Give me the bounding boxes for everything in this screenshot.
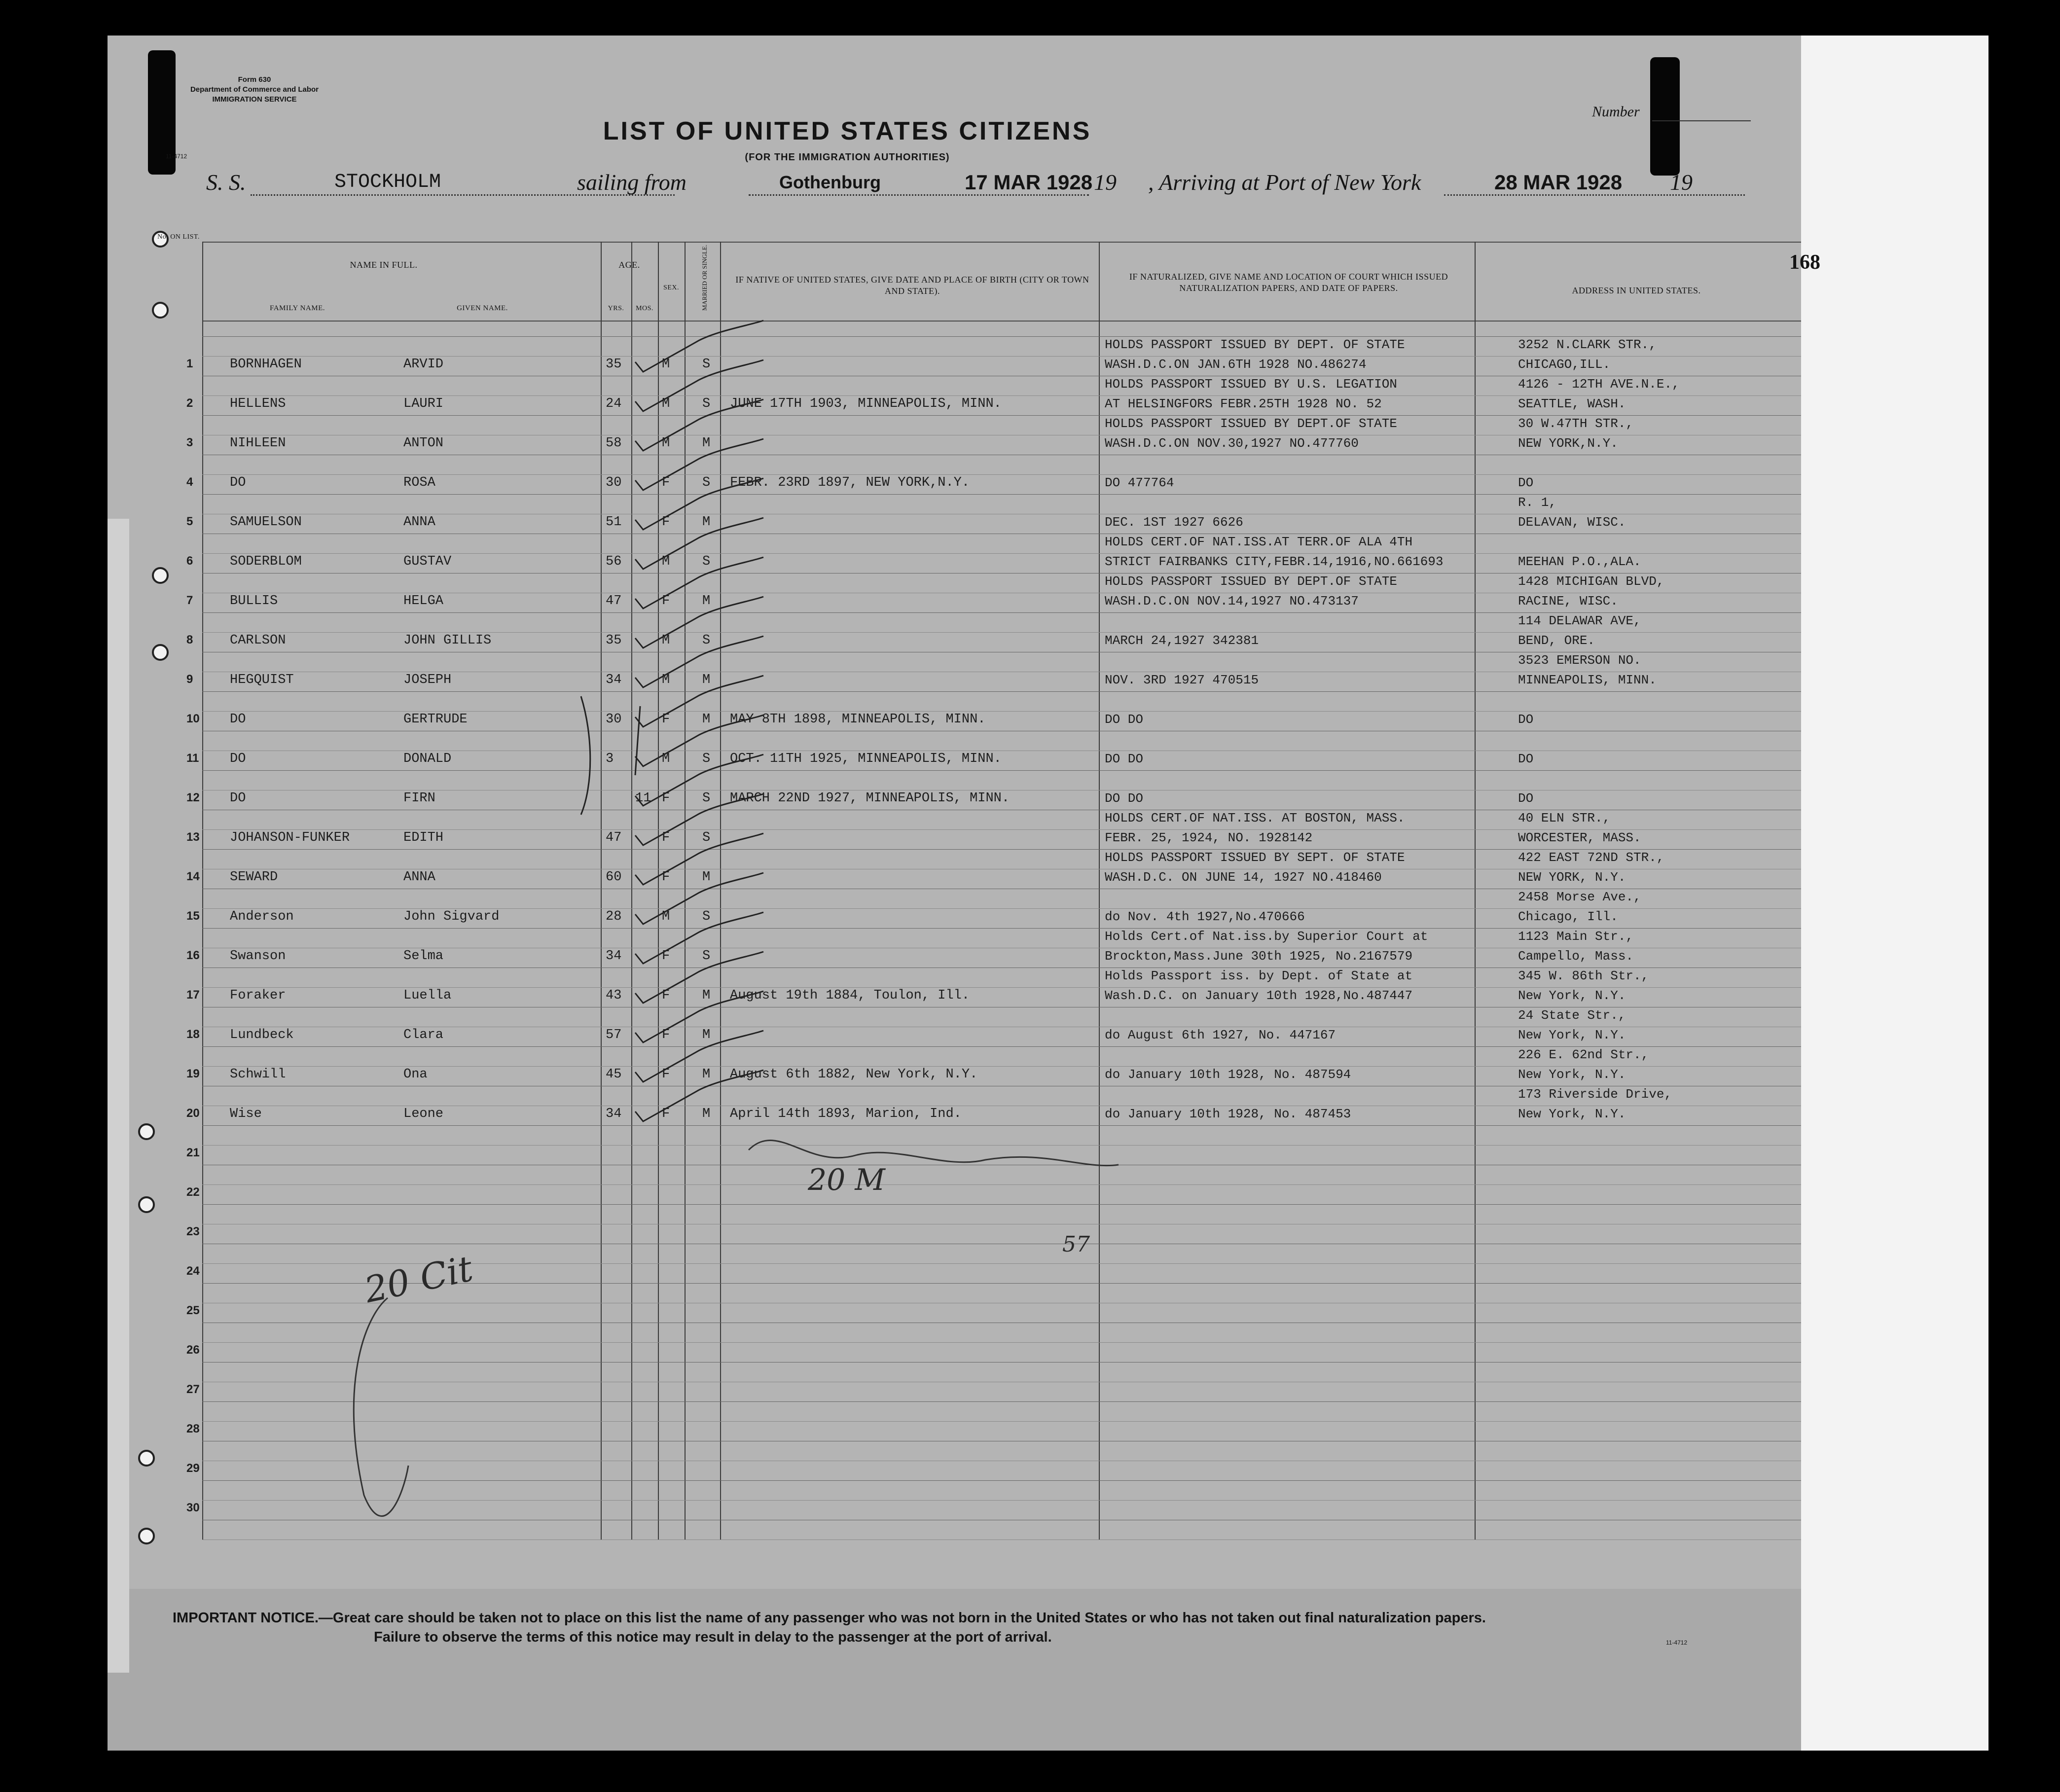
birth-info: April 14th 1893, Marion, Ind. — [730, 1107, 962, 1121]
naturalization-line-1: HOLDS CERT.OF NAT.ISS.AT TERR.OF ALA 4TH — [1105, 535, 1413, 549]
header-no-on-list: No. ON LIST. — [157, 233, 200, 241]
birth-info: MARCH 22ND 1927, MINNEAPOLIS, MINN. — [730, 791, 1010, 806]
family-name: SODERBLOM — [230, 554, 302, 569]
back-page — [1801, 36, 1988, 1751]
check-mark — [635, 360, 763, 411]
family-name: HELLENS — [230, 396, 286, 411]
naturalization-line-1: HOLDS CERT.OF NAT.ISS. AT BOSTON, MASS. — [1105, 811, 1405, 825]
birth-info: August 6th 1882, New York, N.Y. — [730, 1067, 978, 1082]
marital-status: M — [702, 870, 711, 885]
row-number: 16 — [186, 949, 200, 962]
given-name: Clara — [403, 1028, 444, 1042]
birth-info: OCT. 11TH 1925, MINNEAPOLIS, MINN. — [730, 752, 1002, 766]
row-number: 24 — [186, 1264, 200, 1278]
age-years: 30 — [606, 712, 622, 727]
header-sex: SEX. — [663, 284, 679, 291]
sailing-label: sailing from — [577, 170, 687, 195]
header-name-in-full: NAME IN FULL. — [350, 260, 418, 270]
naturalization-line-2: AT HELSINGFORS FEBR.25TH 1928 NO. 52 — [1105, 396, 1382, 411]
sex: M — [662, 436, 670, 451]
family-name: DO — [230, 475, 246, 490]
sex: F — [662, 712, 670, 727]
family-name: Lundbeck — [230, 1028, 294, 1042]
naturalization-line-2: WASH.D.C.ON NOV.14,1927 NO.473137 — [1105, 594, 1359, 609]
check-mark — [635, 1031, 763, 1082]
row-number: 30 — [186, 1501, 200, 1514]
row-number: 25 — [186, 1304, 200, 1317]
row-number: 26 — [186, 1343, 200, 1357]
row-number: 7 — [186, 594, 193, 607]
manifest-sheet — [108, 36, 1820, 1751]
address-line-1: 422 EAST 72ND STR., — [1518, 850, 1664, 865]
age-years: 35 — [606, 633, 622, 648]
family-name: BORNHAGEN — [230, 357, 302, 372]
row-number: 21 — [186, 1146, 200, 1159]
header-given-name: GIVEN NAME. — [457, 304, 508, 312]
marital-status: M — [702, 594, 711, 609]
naturalization-line-1: HOLDS PASSPORT ISSUED BY U.S. LEGATION — [1105, 377, 1397, 392]
row-number: 9 — [186, 673, 193, 686]
row-number: 3 — [186, 436, 193, 449]
row-number: 17 — [186, 988, 200, 1002]
check-mark — [635, 912, 763, 964]
sex: M — [662, 673, 670, 687]
row-number: 23 — [186, 1225, 200, 1238]
family-name: JOHANSON-FUNKER — [230, 830, 350, 845]
address-line-2: RACINE, WISC. — [1518, 594, 1618, 609]
address-line-2: New York, N.Y. — [1518, 1107, 1626, 1121]
family-name: NIHLEEN — [230, 436, 286, 451]
center-note: 20 M — [808, 1163, 885, 1197]
naturalization-line-1: Holds Cert.of Nat.iss.by Superior Court at — [1105, 929, 1428, 944]
row-number: 4 — [186, 475, 193, 489]
header-age: AGE. — [618, 260, 640, 270]
age-years: 60 — [606, 870, 622, 885]
given-name: Leone — [403, 1107, 444, 1121]
given-name: GERTRUDE — [403, 712, 468, 727]
marital-status: S — [702, 949, 711, 964]
address-line-2: DO — [1518, 475, 1534, 490]
naturalization-line-2: FEBR. 25, 1924, NO. 1928142 — [1105, 830, 1313, 845]
given-name: Luella — [403, 988, 452, 1003]
number-label: Number — [1592, 104, 1640, 120]
address-line-2: New York, N.Y. — [1518, 988, 1626, 1003]
given-name: DONALD — [403, 752, 452, 766]
address-line-1: R. 1, — [1518, 495, 1557, 510]
row-number: 10 — [186, 712, 200, 725]
notice-text-1: —Great care should be taken not to place on this list the name of any passenger who was not born in the United States or who has not taken out final naturalization papers. — [318, 1610, 1486, 1626]
port-from: Gothenburg — [779, 172, 881, 192]
header-native-birth: IF NATIVE OF UNITED STATES, GIVE DATE AND PLACE OF BIRTH (CITY OR TOWN AND STATE). — [735, 275, 1089, 296]
birth-info: August 19th 1884, Toulon, Ill. — [730, 988, 970, 1003]
naturalization-line-2: DO DO — [1105, 752, 1144, 766]
address-line-1: 4126 - 12TH AVE.N.E., — [1518, 377, 1680, 392]
row-number: 28 — [186, 1422, 200, 1435]
family-name: DO — [230, 712, 246, 727]
sex: F — [662, 791, 670, 806]
marital-status: M — [702, 515, 711, 530]
age-years: 45 — [606, 1067, 622, 1082]
page-subtitle: (FOR THE IMMIGRATION AUTHORITIES) — [745, 152, 950, 163]
sex: F — [662, 830, 670, 845]
age-years: 47 — [606, 830, 622, 845]
row-number: 8 — [186, 633, 193, 646]
handwriting-marks — [108, 36, 1801, 1751]
address-line-2: New York, N.Y. — [1518, 1067, 1626, 1082]
naturalization-line-1: Holds Passport iss. by Dept. of State at — [1105, 968, 1413, 983]
margin-bracket — [354, 1298, 408, 1516]
sex: F — [662, 1028, 670, 1042]
naturalization-line-1: HOLDS PASSPORT ISSUED BY DEPT.OF STATE — [1105, 416, 1397, 431]
year-suffix-2: 19 — [1670, 170, 1693, 195]
address-line-2: CHICAGO,ILL. — [1518, 357, 1611, 372]
row-number: 12 — [186, 791, 200, 804]
important-notice — [173, 1607, 1800, 1629]
row-number: 27 — [186, 1383, 200, 1396]
address-line-2: BEND, ORE. — [1518, 633, 1595, 648]
naturalization-line-1: HOLDS PASSPORT ISSUED BY DEPT. OF STATE — [1105, 337, 1405, 352]
family-name: CARLSON — [230, 633, 286, 648]
marital-status: M — [702, 988, 711, 1003]
family-name: Wise — [230, 1107, 262, 1121]
birth-info: FEBR. 23RD 1897, NEW YORK,N.Y. — [730, 475, 970, 490]
given-name: ANNA — [403, 870, 435, 885]
row-number: 5 — [186, 515, 193, 528]
address-line-2: MEEHAN P.O.,ALA. — [1518, 554, 1641, 569]
address-line-2: NEW YORK,N.Y. — [1518, 436, 1618, 451]
pen-stroke — [635, 706, 640, 775]
address-line-1: 3523 EMERSON NO. — [1518, 653, 1641, 668]
notice-label: IMPORTANT NOTICE. — [173, 1610, 319, 1626]
address-line-1: 3252 N.CLARK STR., — [1518, 337, 1657, 352]
marital-status: M — [702, 436, 711, 451]
sex: F — [662, 870, 670, 885]
family-name: DO — [230, 791, 246, 806]
given-name: ROSA — [403, 475, 435, 490]
naturalization-line-2: do August 6th 1927, No. 447167 — [1105, 1028, 1336, 1042]
address-line-1: 114 DELAWAR AVE, — [1518, 613, 1641, 628]
header-mos: MOS. — [636, 305, 653, 312]
address-line-1: 2458 Morse Ave., — [1518, 890, 1641, 904]
birth-info: JUNE 17TH 1903, MINNEAPOLIS, MINN. — [730, 396, 1002, 411]
header-yrs: YRS. — [608, 305, 624, 312]
given-name: ANNA — [403, 515, 435, 530]
family-name: Schwill — [230, 1067, 286, 1082]
age-years: 35 — [606, 357, 622, 372]
check-mark — [635, 557, 763, 609]
date-sailed: 17 MAR 1928 — [965, 171, 1093, 194]
address-line-1: 1123 Main Str., — [1518, 929, 1634, 944]
header-naturalized: IF NATURALIZED, GIVE NAME AND LOCATION OF COURT WHICH ISSUED NATURALIZATION PAPERS, AND DATE OF PAPERS. — [1129, 272, 1448, 293]
age-years: 58 — [606, 436, 622, 451]
given-name: ANTON — [403, 436, 444, 451]
marital-status: S — [702, 830, 711, 845]
age-years: 30 — [606, 475, 622, 490]
sex: F — [662, 515, 670, 530]
address-line-1: 226 E. 62nd Str., — [1518, 1047, 1649, 1062]
naturalization-line-2: Brockton,Mass.June 30th 1925, No.2167579 — [1105, 949, 1413, 964]
check-mark — [635, 399, 763, 451]
page-mark: 57 — [1062, 1232, 1090, 1257]
sex: M — [662, 396, 670, 411]
notice-code: 11-4712 — [1666, 1639, 1688, 1646]
given-name: FIRN — [403, 791, 435, 806]
address-line-2: WORCESTER, MASS. — [1518, 830, 1641, 845]
marital-status: M — [702, 1028, 711, 1042]
address-line-2: Chicago, Ill. — [1518, 909, 1618, 924]
marital-status: S — [702, 554, 711, 569]
sex: M — [662, 554, 670, 569]
family-name: Foraker — [230, 988, 286, 1003]
sex: F — [662, 475, 670, 490]
address-line-1: 345 W. 86th Str., — [1518, 968, 1649, 983]
given-name: JOHN GILLIS — [403, 633, 492, 648]
family-name: BULLIS — [230, 594, 278, 609]
address-line-2: SEATTLE, WASH. — [1518, 396, 1626, 411]
row-number: 19 — [186, 1067, 200, 1080]
address-line-1: 30 W.47TH STR., — [1518, 416, 1634, 431]
address-line-1: 1428 MICHIGAN BLVD, — [1518, 574, 1664, 589]
given-name: John Sigvard — [403, 909, 500, 924]
birth-info: MAY 8TH 1898, MINNEAPOLIS, MINN. — [730, 712, 986, 727]
check-mark — [635, 1070, 763, 1121]
check-mark — [635, 754, 763, 806]
address-line-2: DO — [1518, 752, 1534, 766]
given-name: JOSEPH — [403, 673, 452, 687]
address-line-2: MINNEAPOLIS, MINN. — [1518, 673, 1657, 687]
check-mark — [635, 439, 763, 490]
sex: M — [662, 633, 670, 648]
naturalization-line-2: do January 10th 1928, No. 487453 — [1105, 1107, 1351, 1121]
address-line-1: 24 State Str., — [1518, 1008, 1626, 1023]
check-mark — [635, 636, 763, 687]
age-months: 11 — [635, 791, 651, 806]
sex: F — [662, 988, 670, 1003]
naturalization-line-2: NOV. 3RD 1927 470515 — [1105, 673, 1259, 687]
check-mark — [635, 518, 763, 569]
given-name: ARVID — [403, 357, 444, 372]
check-mark — [635, 478, 763, 530]
address-line-2: DO — [1518, 712, 1534, 727]
row-number: 2 — [186, 396, 193, 410]
address-line-2: NEW YORK, N.Y. — [1518, 870, 1626, 885]
form-number: Form 630 — [238, 75, 271, 84]
age-years: 43 — [606, 988, 622, 1003]
check-mark — [635, 952, 763, 1003]
marital-status: M — [702, 673, 711, 687]
signature-scribble — [749, 1140, 1119, 1165]
marital-status: S — [702, 752, 711, 766]
check-mark — [635, 597, 763, 648]
age-years: 56 — [606, 554, 622, 569]
sex: F — [662, 1067, 670, 1082]
check-mark — [635, 321, 763, 372]
marital-status: S — [702, 475, 711, 490]
row-number: 13 — [186, 830, 200, 844]
family-name: Anderson — [230, 909, 294, 924]
given-name: GUSTAV — [403, 554, 452, 569]
naturalization-line-2: Wash.D.C. on January 10th 1928,No.487447 — [1105, 988, 1413, 1003]
check-mark — [635, 991, 763, 1042]
check-mark — [635, 676, 763, 727]
family-name: SAMUELSON — [230, 515, 302, 530]
naturalization-line-2: DO DO — [1105, 712, 1144, 727]
naturalization-line-2: STRICT FAIRBANKS CITY,FEBR.14,1916,NO.661693 — [1105, 554, 1444, 569]
sex: M — [662, 752, 670, 766]
given-name: LAURI — [403, 396, 444, 411]
given-name: HELGA — [403, 594, 444, 609]
family-name: DO — [230, 752, 246, 766]
naturalization-line-2: WASH.D.C.ON NOV.30,1927 NO.477760 — [1105, 436, 1359, 451]
naturalization-line-2: DEC. 1ST 1927 6626 — [1105, 515, 1243, 530]
family-name: SEWARD — [230, 870, 278, 885]
sex: F — [662, 949, 670, 964]
marital-status: S — [702, 396, 711, 411]
row-number: 11 — [186, 752, 199, 765]
marital-status: M — [702, 1067, 711, 1082]
sex: F — [662, 1107, 670, 1121]
arriving-label: , Arriving at Port of New York — [1148, 170, 1421, 195]
bracket-mark — [581, 696, 590, 815]
naturalization-line-2: WASH.D.C. ON JUNE 14, 1927 NO.418460 — [1105, 870, 1382, 885]
row-number: 15 — [186, 909, 200, 923]
sex: F — [662, 594, 670, 609]
marital-status: S — [702, 791, 711, 806]
ship-name: STOCKHOLM — [334, 171, 441, 193]
form-code: 11-4712 — [166, 153, 187, 160]
check-mark — [635, 715, 763, 766]
age-years: 24 — [606, 396, 622, 411]
header-married-single: MARRIED OR SINGLE. — [701, 245, 708, 311]
check-mark — [635, 833, 763, 885]
row-number: 20 — [186, 1107, 200, 1120]
address-line-2: New York, N.Y. — [1518, 1028, 1626, 1042]
sex: M — [662, 909, 670, 924]
sex: M — [662, 357, 670, 372]
age-years: 57 — [606, 1028, 622, 1042]
marital-status: S — [702, 633, 711, 648]
age-years: 51 — [606, 515, 622, 530]
naturalization-line-2: do January 10th 1928, No. 487594 — [1105, 1067, 1351, 1082]
age-years: 34 — [606, 949, 622, 964]
age-years: 28 — [606, 909, 622, 924]
naturalization-line-1: HOLDS PASSPORT ISSUED BY SEPT. OF STATE — [1105, 850, 1405, 865]
marital-status: M — [702, 1107, 711, 1121]
age-years: 3 — [606, 752, 614, 766]
header-family-name: FAMILY NAME. — [270, 304, 325, 312]
margin-note: 20 Cit — [361, 1247, 476, 1311]
age-years: 34 — [606, 1107, 622, 1121]
check-mark — [635, 794, 763, 845]
naturalization-line-2: DO 477764 — [1105, 475, 1174, 490]
department-name: Department of Commerce and Labor — [190, 85, 319, 94]
naturalization-line-2: WASH.D.C.ON JAN.6TH 1928 NO.486274 — [1105, 357, 1367, 372]
row-number: 29 — [186, 1462, 200, 1475]
ss-label: S. S. — [206, 170, 246, 195]
family-name: Swanson — [230, 949, 286, 964]
naturalization-line-2: DO DO — [1105, 791, 1144, 806]
sheet-number: 168 — [1789, 251, 1820, 274]
marital-status: M — [702, 712, 711, 727]
service-name: IMMIGRATION SERVICE — [212, 95, 297, 104]
address-line-2: DELAVAN, WISC. — [1518, 515, 1626, 530]
year-suffix: 19 — [1094, 170, 1117, 195]
check-mark — [635, 873, 763, 924]
address-line-1: 173 Riverside Drive, — [1518, 1087, 1672, 1102]
page-title: LIST OF UNITED STATES CITIZENS — [603, 117, 1092, 145]
row-number: 22 — [186, 1185, 200, 1199]
row-number: 18 — [186, 1028, 200, 1041]
marital-status: S — [702, 357, 711, 372]
address-line-2: Campello, Mass. — [1518, 949, 1634, 964]
header-address: ADDRESS IN UNITED STATES. — [1572, 286, 1701, 295]
family-name: HEGQUIST — [230, 673, 294, 687]
row-number: 14 — [186, 870, 200, 883]
given-name: Ona — [403, 1067, 428, 1082]
given-name: EDITH — [403, 830, 444, 845]
naturalization-line-1: HOLDS PASSPORT ISSUED BY DEPT.OF STATE — [1105, 574, 1397, 589]
naturalization-line-2: MARCH 24,1927 342381 — [1105, 633, 1259, 648]
naturalization-line-2: do Nov. 4th 1927,No.470666 — [1105, 909, 1305, 924]
address-line-2: DO — [1518, 791, 1534, 806]
date-arrived: 28 MAR 1928 — [1494, 171, 1623, 194]
notice-text-2: Failure to observe the terms of this notice may result in delay to the passenger at the port of arrival. — [374, 1629, 1052, 1645]
marital-status: S — [702, 909, 711, 924]
row-number: 6 — [186, 554, 193, 568]
row-number: 1 — [186, 357, 193, 370]
address-line-1: 40 ELN STR., — [1518, 811, 1611, 825]
given-name: Selma — [403, 949, 444, 964]
age-years: 47 — [606, 594, 622, 609]
age-years: 34 — [606, 673, 622, 687]
